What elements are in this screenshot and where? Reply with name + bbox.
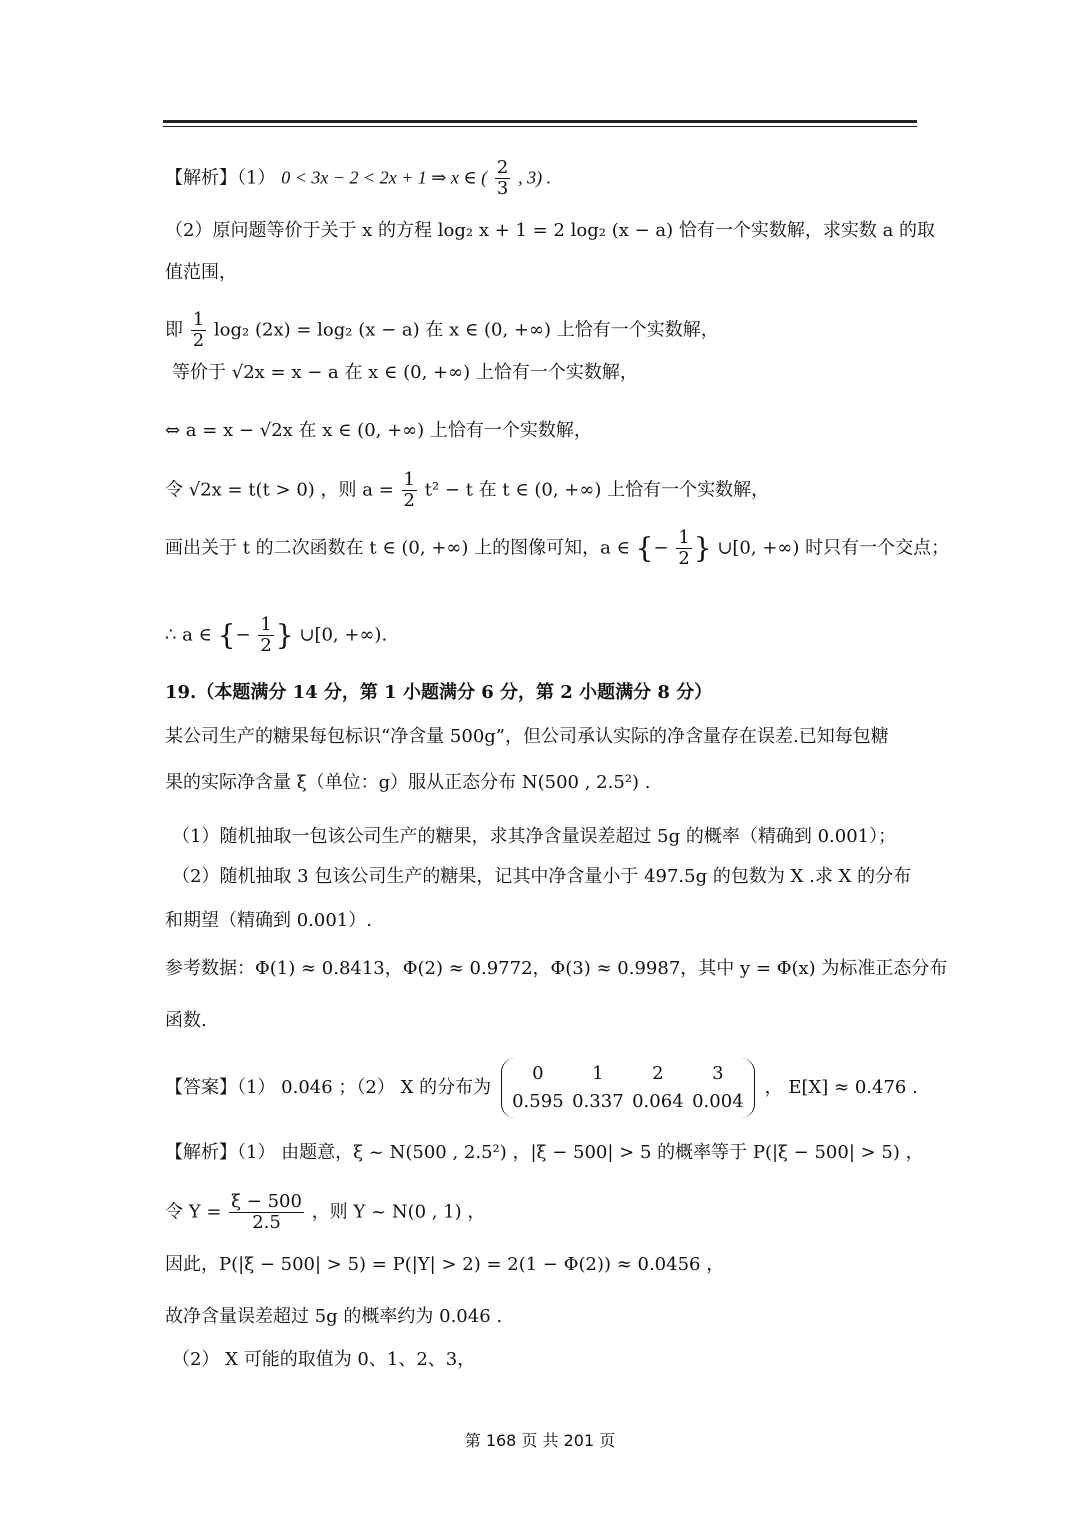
matrix-cell: 0 <box>532 1063 544 1084</box>
solution19-s2-suffix: ，则 Y ~ N(0 , 1) ， <box>311 1201 486 1223</box>
part2-line4: 等价于 √2x = x − a 在 x ∈ (0, +∞) 上恰有一个实数解， <box>172 362 638 383</box>
part2-l6-prefix: 令 √2x = t(t > 0) ，则 a = <box>165 479 394 501</box>
part2-line5: ⇔ a = x − √2x 在 x ∈ (0, +∞) 上恰有一个实数解， <box>165 420 592 441</box>
solution19-line4: 故净含量误差超过 5g 的概率约为 0.046 . <box>165 1306 503 1327</box>
part2-line8 <box>165 615 930 656</box>
solution1-header: 【解析】（1） <box>165 167 276 189</box>
fraction-denominator: 2 <box>678 547 690 569</box>
solution19-s2-prefix: 令 Y = <box>165 1201 222 1223</box>
matrix-cell: 3 <box>712 1063 724 1084</box>
fraction-one-half <box>676 528 691 569</box>
right-brace: } <box>275 618 294 652</box>
fraction-numerator: 1 <box>678 527 690 548</box>
part2-line1: （2）原问题等价于关于 x 的方程 log₂ x + 1 = 2 log₂ (x − a) 恰有一个实数解，求实数 a 的取 <box>165 220 936 241</box>
solution19-line3: 因此，P(|ξ − 500| > 5) = P(|Y| > 2) = 2(1 − Φ(2)) ≈ 0.0456 ， <box>165 1254 725 1275</box>
part2-l8-suffix: ∪[0, +∞). <box>299 624 388 646</box>
problem19-title: 19.（本题满分 14 分，第 1 小题满分 6 分，第 2 小题满分 8 分） <box>165 682 713 703</box>
part2-line3 <box>165 310 930 351</box>
matrix-cell: 0.595 <box>512 1091 564 1112</box>
matrix-cell: 1 <box>592 1063 604 1084</box>
matrix-cell: 2 <box>652 1063 664 1084</box>
problem19-reference-end: 函数. <box>165 1010 207 1031</box>
top-rule-thin <box>163 126 917 127</box>
part2-l8-prefix: ∴ a ∈ <box>165 624 212 646</box>
top-rule-thick <box>163 120 917 123</box>
fraction-one-half <box>258 615 273 656</box>
part2-line6 <box>165 470 930 511</box>
solution1-line <box>165 158 930 199</box>
fraction-denominator: 3 <box>496 177 509 199</box>
answer-prefix: 【答案】（1） 0.046 ；（2） X 的分布为 <box>165 1077 492 1098</box>
fraction-one-half <box>191 310 206 351</box>
fraction-numerator: 1 <box>403 469 415 490</box>
left-brace: { <box>217 618 236 652</box>
fraction-denominator: 2 <box>192 329 205 351</box>
right-brace: } <box>693 531 712 565</box>
fraction-denominator: 2.5 <box>252 1211 281 1233</box>
problem19-para2: 果的实际净含量 ξ（单位：g）服从正态分布 N(500 , 2.5²) . <box>165 772 651 793</box>
solution19-line2 <box>165 1192 930 1233</box>
problem19-para1: 某公司生产的糖果每包标识“净含量 500g”，但公司承认实际的净含量存在误差.已知每包糖 <box>165 726 889 747</box>
problem19-question2a: （2）随机抽取 3 包该公司生产的糖果，记其中净含量小于 497.5g 的包数为 X .求 X 的分布 <box>172 866 912 887</box>
fraction-two-thirds <box>495 158 510 199</box>
part2-line2: 值范围， <box>165 262 237 283</box>
answer-line <box>165 1058 930 1118</box>
minus-sign: − <box>653 537 669 559</box>
solution1-inequality: 0 < 3x − 2 < 2x + 1 ⇒ x ∈ ( <box>281 167 488 188</box>
part2-l3-prefix: 即 <box>165 319 183 341</box>
fraction-standardize <box>229 1192 304 1233</box>
part2-l7-prefix: 画出关于 t 的二次函数在 t ∈ (0, +∞) 上的图像可知，a ∈ <box>165 537 630 559</box>
problem19-question1: （1）随机抽取一包该公司生产的糖果，求其净含量误差超过 5g 的概率（精确到 0.001）； <box>172 826 897 847</box>
part2-l3-equation: log₂ (2x) = log₂ (x − a) 在 x ∈ (0, +∞) 上恰有一个实数解， <box>213 319 719 341</box>
minus-sign: − <box>235 624 251 646</box>
part2-l6-equation: t² − t 在 t ∈ (0, +∞) 上恰有一个实数解， <box>424 479 770 501</box>
fraction-one-half <box>402 470 417 511</box>
matrix-cell: 0.004 <box>692 1091 744 1112</box>
page-footer: 第 168 页 共 201 页 <box>464 1431 616 1450</box>
fraction-numerator: 1 <box>260 614 272 635</box>
problem19-reference: 参考数据：Φ(1) ≈ 0.8413，Φ(2) ≈ 0.9772，Φ(3) ≈ 0.9987，其中 y = Φ(x) 为标准正态分布 <box>165 958 948 979</box>
fraction-numerator: ξ − 500 <box>231 1191 302 1212</box>
left-brace: { <box>635 531 654 565</box>
fraction-numerator: 2 <box>496 157 509 178</box>
matrix-cell: 0.064 <box>632 1091 684 1112</box>
problem19-question2b: 和期望（精确到 0.001）. <box>165 910 372 931</box>
matrix-cell: 0.337 <box>572 1091 624 1112</box>
solution19-line1: 【解析】（1） 由题意，ξ ~ N(500 , 2.5²) ，|ξ − 500| > 5 的概率等于 P(|ξ − 500| > 5) ， <box>165 1142 924 1163</box>
solution19-line5: （2） X 可能的取值为 0、1、2、3， <box>172 1349 476 1370</box>
distribution-matrix <box>501 1058 755 1118</box>
part2-line7 <box>165 527 950 569</box>
solution1-tail: , 3) . <box>518 167 552 188</box>
answer-suffix: ， E[X] ≈ 0.476 . <box>764 1077 918 1098</box>
fraction-denominator: 2 <box>403 489 415 511</box>
fraction-numerator: 1 <box>192 309 205 330</box>
fraction-denominator: 2 <box>260 634 272 656</box>
part2-l7-suffix: ∪[0, +∞) 时只有一个交点； <box>717 537 950 559</box>
